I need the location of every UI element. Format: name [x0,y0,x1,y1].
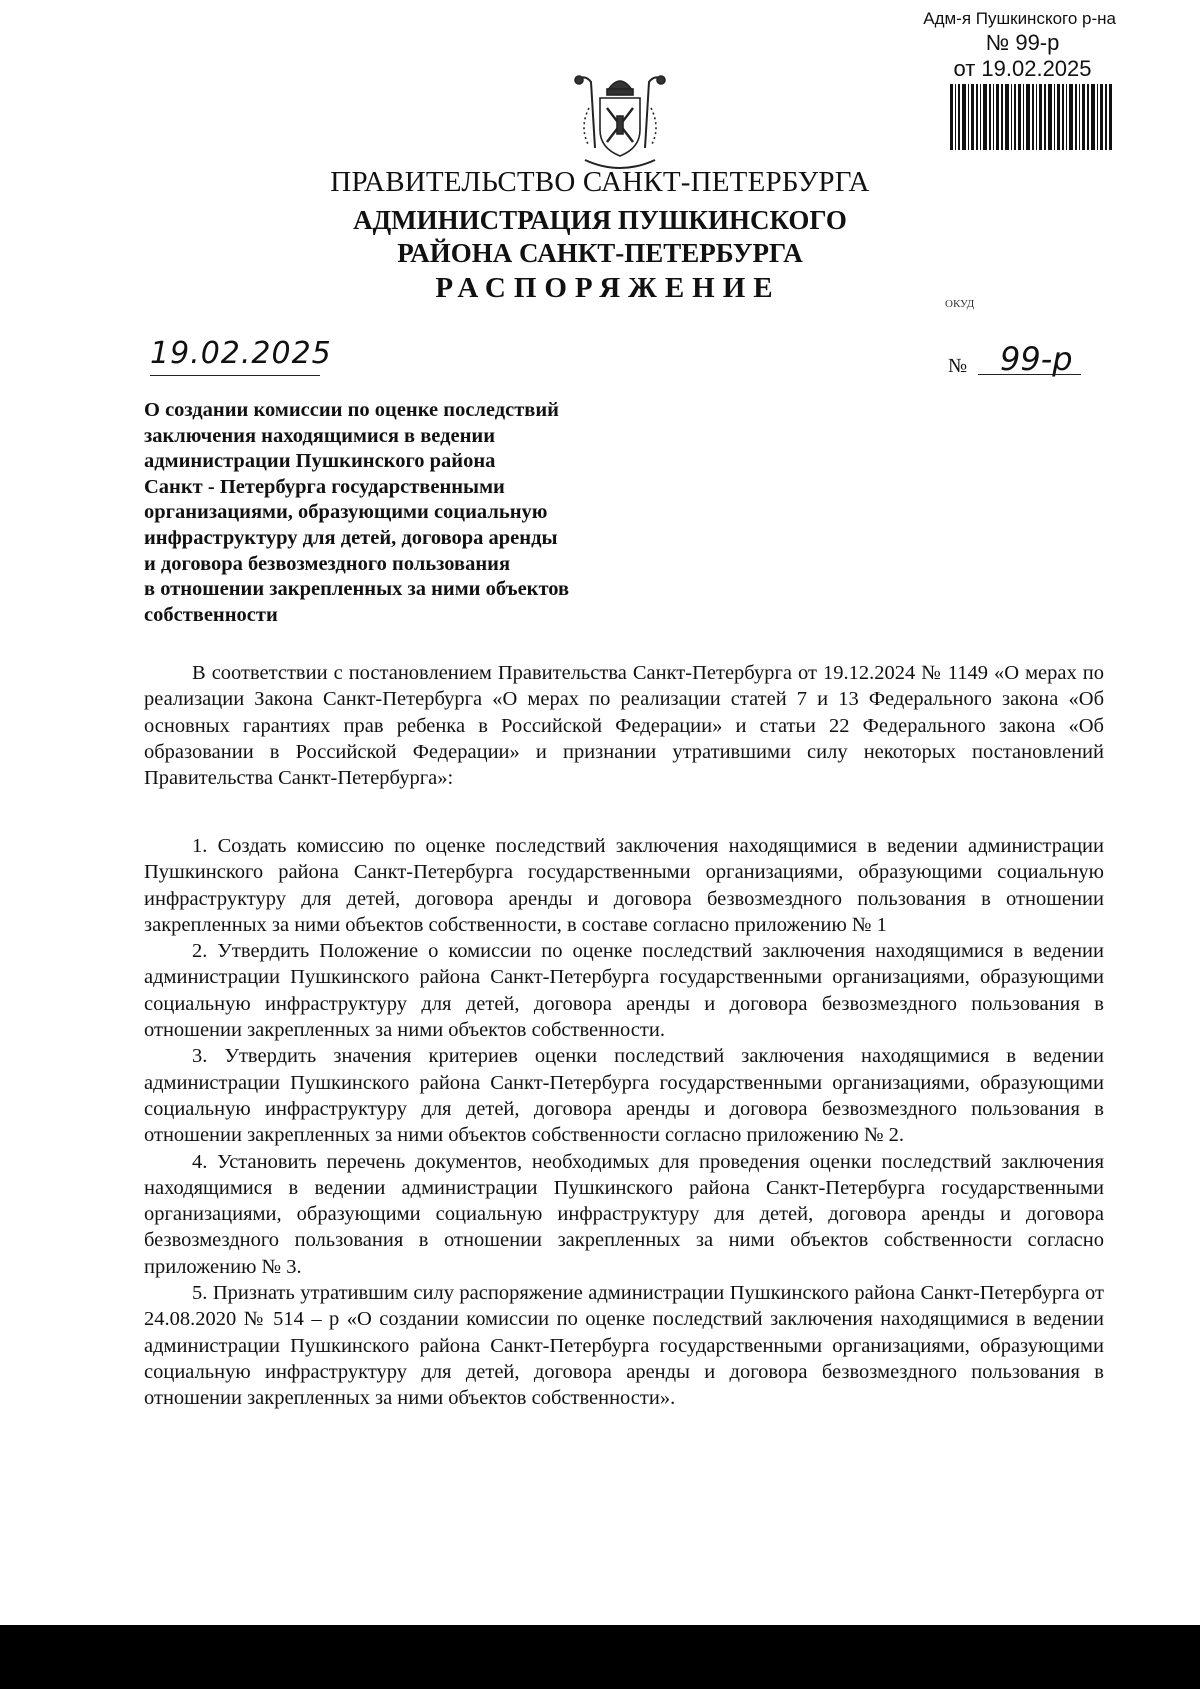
number-label: № [948,355,968,377]
order-item-2: 2. Утвердить Положение о комиссии по оценке последствий заключения находящимися в ведении администрации Пушкинского района Санкт-Петербурга государственными организациями, образующими социальную инфраструктуру для детей, договора аренды и договора безвозмездного пользования в отношении закрепленных за ними объектов собственности. [144,940,1104,1042]
handwritten-date: 19.02.2025 [150,336,332,371]
coat-of-arms-icon [565,68,675,176]
subject-line: в отношении закрепленных за ними объектов [144,578,570,601]
subject-line: организациями, образующими социальную [144,501,548,524]
subject-line: заключения находящимися в ведении [144,424,496,447]
order-item-5: 5. Признать утратившим силу распоряжение администрации Пушкинского района Санкт-Петербурга от 24.08.2020 № 514 – р «О создании комиссии по оценке последствий заключения находящимися в ведении администрации Пушкинского района Санкт-Петербурга государственными организациями, образующими социальную инфраструктуру для детей, договора аренды и договора безвозмездного пользования в отношении закрепленных за ними объектов собственности». [144,1282,1104,1410]
preamble [144,660,1104,791]
order-item-4: 4. Установить перечень документов, необходимых для проведения оценки последствий заключения находящимися в ведении администрации Пушкинского района Санкт-Петербурга государственными организациями, образующими социальную инфраструктуру для детей, договора аренды и договора безвозмездного пользования в отношении закрепленных за ними объектов собственности согласно приложению № 3. [144,1150,1104,1278]
barcode-icon [950,84,1112,150]
document-type: РАСПОРЯЖЕНИЕ [435,272,781,304]
number-underline [978,374,1081,375]
stamp-date: от 19.02.2025 [953,56,1092,81]
stamp-number: № 99-р [985,30,1060,55]
administration-title [0,204,1200,270]
subject-line: Санкт - Петербурга государственными [144,475,505,498]
subject-line: О создании комиссии по оценке последствий [144,399,559,421]
handwritten-number: 99-р [1000,340,1073,378]
subject-line: инфраструктуру для детей, договора аренды [144,526,558,549]
subject-line: собственности [144,603,278,626]
preamble-text: В соответствии с постановлением Правительства Санкт-Петербурга от 19.12.2024 № 1149 «О мерах по реализации Закона Санкт-Петербурга «О мерах по реализации статей 7 и 13 Федерального закона «Об основных гарантиях прав ребенка в Российской Федерации» и статьи 22 Федерального закона «Об образовании в Российской Федерации» и признании утратившими силу некоторых постановлений Правительства Санкт-Петербурга»: [144,662,1104,790]
stamp-office: Адм-я Пушкинского р-на [923,9,1116,28]
order-item-1: 1. Создать комиссию по оценке последствий заключения находящимися в ведении администрации Пушкинского района Санкт-Петербурга государственными организациями, образующими социальную инфраструктуру для детей, договора аренды и договора безвозмездного пользования в отношении закрепленных за ними объектов собственности, в составе согласно приложению № 1 [144,835,1104,936]
government-title: ПРАВИТЕЛЬСТВО САНКТ-ПЕТЕРБУРГА [330,166,870,198]
subject-line: администрации Пушкинского района [144,450,496,473]
administration-line-2: РАЙОНА САНКТ-ПЕТЕРБУРГА [397,238,803,268]
order-items [144,833,1104,1412]
date-underline [150,375,320,376]
subject-line: и договора безвозмездного пользования [144,552,511,575]
administration-line-1: АДМИНИСТРАЦИЯ ПУШКИНСКОГО [353,205,847,235]
order-item-3: 3. Утвердить значения критериев оценки последствий заключения находящимися в ведении администрации Пушкинского района Санкт-Петербурга государственными организациями, образующими социальную инфраструктуру для детей, договора аренды и договора безвозмездного пользования в отношении закрепленных за ними объектов собственности согласно приложению № 2. [144,1045,1104,1147]
scan-footer-bar [0,1625,1200,1689]
okud-label: ОКУД [945,298,975,310]
registration-stamp [905,8,1120,82]
document-subject [144,398,704,628]
